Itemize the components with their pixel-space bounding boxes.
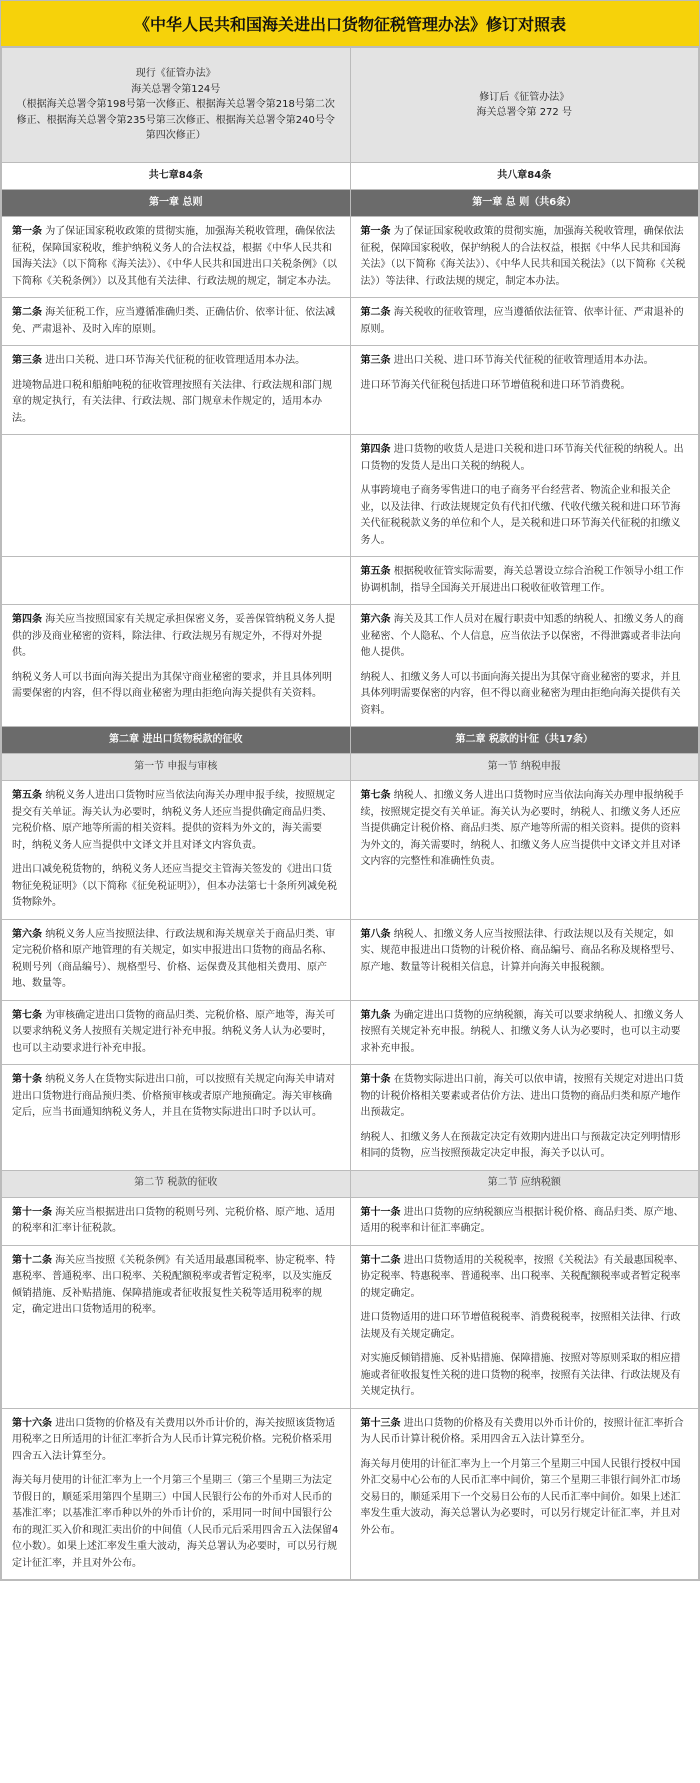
article-paragraph <box>361 483 689 549</box>
article-paragraph <box>12 1072 340 1122</box>
article-number: 第七条 <box>360 790 391 801</box>
article-paragraph <box>361 564 689 597</box>
article-cell-right <box>350 919 699 1000</box>
article-row <box>2 1065 699 1171</box>
article-cell-right <box>350 557 699 605</box>
article-number: 第一条 <box>360 226 391 237</box>
article-text: 为了保证国家税收政策的贯彻实施，加强海关税收管理，确保依法征税，保障国家税收，维护纳税义务人的合法权益，根据《中华人民共和国海关法》（以下简称《海关法》）、《中华人民共和国进出口关税条例》（以下简称《关税条例》）以及其他有关法律、行政法规的规定，制定本办法。 <box>12 226 337 287</box>
article-cell-left <box>2 1408 351 1580</box>
section-heading-right: 第二节 应纳税额 <box>350 1170 699 1197</box>
article-paragraph <box>12 1416 340 1466</box>
article-number: 第十六条 <box>12 1417 52 1429</box>
article-text: 海关税收的征收管理，应当遵循依法征管、依率计征、严肃退补的原则。 <box>360 307 684 335</box>
article-text: 进出口货物适用的关税税率，按照《关税法》有关最惠国税率、协定税率、特惠税率、普通税率、出口税率、关税配额税率或者暂定税率的规定确定。 <box>360 1254 684 1299</box>
article-number: 第二条 <box>360 307 391 318</box>
article-row <box>2 605 699 727</box>
chapter-heading-left: 第二章 进出口货物税款的征收 <box>2 727 351 754</box>
chapter-heading-right: 第一章 总 则（共6条） <box>350 190 699 217</box>
article-paragraph <box>361 1310 689 1343</box>
article-cell-right <box>350 1408 699 1580</box>
article-number: 第十三条 <box>360 1417 401 1429</box>
header-left-line: 现行《征管办法》 <box>135 68 216 80</box>
article-paragraph <box>361 788 689 871</box>
article-row <box>2 1197 699 1245</box>
article-text: 在货物实际进出口前，海关可以依申请，按照有关规定对进出口货物的计税价格相关要素或者估价方法、进出口货物的商品归类和原产地作出预裁定。 <box>360 1074 684 1118</box>
article-number: 第七条 <box>12 1009 42 1021</box>
header-left <box>2 48 351 163</box>
section-heading-left: 第二节 税款的征收 <box>2 1170 351 1197</box>
article-paragraph <box>361 353 689 370</box>
article-cell-left <box>2 1197 351 1245</box>
section-row <box>2 754 699 781</box>
article-paragraph <box>361 442 689 475</box>
article-paragraph <box>12 670 340 703</box>
article-paragraph <box>12 353 340 370</box>
article-paragraph <box>361 927 689 977</box>
article-paragraph <box>361 612 689 662</box>
article-number: 第四条 <box>360 444 391 455</box>
article-cell-left <box>2 346 351 435</box>
article-text: 进出口货物的应纳税额应当根据计税价格、商品归类、原产地、适用的税率和计征汇率确定。 <box>360 1206 684 1234</box>
article-paragraph <box>361 1416 689 1449</box>
article-cell-left <box>2 1000 351 1065</box>
article-number: 第九条 <box>360 1009 391 1021</box>
section-heading-right: 第一节 纳税申报 <box>350 754 699 781</box>
article-paragraph <box>12 305 340 338</box>
header-left-line: （根据海关总署令第198号第一次修正、根据海关总署令第218号第二次修正、根据海关总署令第235号第三次修正、根据海关总署令第240号令第四次修正） <box>16 99 335 142</box>
article-text: 为确定进出口货物的应纳税额，海关可以要求纳税人、扣缴义务人按照有关规定补充申报。纳税人、扣缴义务人认为必要时，也可以主动要求补充申报。 <box>360 1009 684 1054</box>
comparison-table <box>1 47 699 1580</box>
article-cell-left <box>2 1065 351 1171</box>
article-paragraph <box>12 1205 340 1238</box>
article-paragraph <box>361 1072 689 1122</box>
article-number: 第五条 <box>12 790 42 801</box>
document-title: 《中华人民共和国海关进出口货物征税管理办法》修订对照表 <box>1 1 699 47</box>
article-number: 第十二条 <box>12 1254 52 1266</box>
article-paragraph <box>361 1253 689 1303</box>
chapter-row <box>2 190 699 217</box>
article-cell-right <box>350 781 699 920</box>
article-number: 第十二条 <box>360 1254 401 1266</box>
article-cell-right <box>350 605 699 727</box>
article-text: 海关应当按照国家有关规定承担保密义务，妥善保管纳税义务人提供的涉及商业秘密的资料，除法律、行政法规另有规定外，不得对外提供。 <box>12 614 336 658</box>
article-paragraph <box>361 1205 689 1238</box>
article-text: 为了保证国家税收政策的贯彻实施，加强海关税收管理，确保依法征税，保障国家税收，保护纳税人的合法权益，根据《中华人民共和国海关法》（以下简称《海关法》）、《中华人民共和国关税法》（以下简称《关税法》）等法律、行政法规的规定，制定本办法。 <box>360 226 686 287</box>
article-text: 纳税义务人进出口货物时应当依法向海关办理申报手续，按照规定提交有关单证。海关认为必要时，纳税义务人还应当提供确定商品归类、完税价格、原产地等所需的相关资料。提供的资料为外文的，海关需要时，纳税义务人应当提供中文译文并且对译文内容负责。 <box>12 790 336 851</box>
article-text: 纳税人、扣缴义务人可以书面向海关提出为其保守商业秘密的要求，并且具体列明需要保密的内容，但不得以商业秘密为理由拒绝向海关提供有关资料。 <box>360 671 681 716</box>
article-cell-left <box>2 557 351 605</box>
total-left: 共七章84条 <box>2 163 351 190</box>
article-paragraph <box>12 927 340 993</box>
article-text: 进出口关税、进口环节海关代征税的征收管理适用本办法。 <box>393 355 654 366</box>
article-text: 纳税人、扣缴义务人进出口货物时应当依法向海关办理申报纳税手续，按照规定提交有关单证。海关认为必要时，纳税人、扣缴义务人还应当提供确定计税价格、商品归类、原产地等所需的相关资料。提供的资料为外文的，海关需要时，纳税人、扣缴义务人应当提供中文译文并且对译文内容的完整性和准确性负责。 <box>360 790 684 867</box>
article-cell-left <box>2 781 351 920</box>
article-cell-left <box>2 1245 351 1408</box>
article-text: 为审核确定进出口货物的商品归类、完税价格、原产地等，海关可以要求纳税义务人按照有关规定进行补充申报。纳税义务人认为必要时，也可以主动要求进行补充申报。 <box>12 1009 336 1054</box>
article-row <box>2 346 699 435</box>
article-text: 进出口减免税货物的，纳税义务人还应当提交主管海关签发的《进出口货物征免税证明》（以下简称《征免税证明》），但本办法第七十条所列减免税货物除外。 <box>12 864 337 908</box>
article-row <box>2 1245 699 1408</box>
article-text: 从事跨境电子商务零售进口的电子商务平台经营者、物流企业和报关企业，以及法律、行政法规规定负有代扣代缴、代收代缴关税和进口环节海关代征税税款义务的单位和个人，是关税和进口环节海关代征税的扣缴义务人。 <box>360 485 681 546</box>
article-number: 第十条 <box>360 1074 391 1085</box>
article-number: 第三条 <box>12 355 42 366</box>
article-paragraph <box>12 788 340 854</box>
header-right-line: 海关总署令第 272 号 <box>476 107 572 118</box>
article-number: 第八条 <box>360 928 391 940</box>
article-text: 进境物品进口税和船舶吨税的征收管理按照有关法律、行政法规和部门规章的规定执行，有关法律、行政法规、部门规章未作规定的，适用本办法。 <box>12 379 332 424</box>
article-paragraph <box>361 1351 689 1401</box>
chapter-row <box>2 727 699 754</box>
section-row <box>2 1170 699 1197</box>
article-text: 进出口货物的价格及有关费用以外币计价的，海关按照该货物适用税率之日所适用的计征汇率折合为人民币计算完税价格。完税价格采用四舍五入法计算至分。 <box>12 1417 336 1462</box>
header-left-line: 海关总署令第124号 <box>131 83 221 95</box>
article-text: 海关每月使用的计征汇率为上一个月第三个星期三（第三个星期三为法定节假日的，顺延采用第四个星期三）中国人民银行公布的外币对人民币的基准汇率；以基准汇率币种以外的外币计价的，采用同一时间中国银行公布的现汇买入价和现汇卖出价的中间值（人民币元后采用四舍五入法保留4位小数）。如果上述汇率发生重大波动，海关总署认为必要时，可以另行规定计征汇率，并且对外公布。 <box>12 1475 339 1569</box>
section-heading-left: 第一节 申报与审核 <box>2 754 351 781</box>
article-paragraph <box>361 378 689 395</box>
header-right-line: 修订后《征管办法》 <box>479 91 570 103</box>
article-row <box>2 298 699 346</box>
article-row <box>2 1000 699 1065</box>
chapter-heading-right: 第二章 税款的计征（共17条） <box>350 727 699 754</box>
article-text: 进口货物适用的进口环节增值税税率、消费税税率，按照相关法律、行政法规及有关规定确定。 <box>360 1312 681 1340</box>
article-number: 第十一条 <box>12 1206 52 1218</box>
article-cell-right <box>350 1000 699 1065</box>
article-row <box>2 1408 699 1580</box>
article-text: 根据税收征管实际需要，海关总署设立综合治税工作领导小组工作协调机制，指导全国海关开展进出口税收征收管理工作。 <box>360 566 684 594</box>
chapter-heading-left: 第一章 总则 <box>2 190 351 217</box>
article-text: 纳税人、扣缴义务人应当按照法律、行政法规以及有关规定，如实、规范申报进出口货物的计税价格、商品编号、商品名称及规格型号、原产地、数量等计税相关信息，计算并向海关申报税额。 <box>360 928 681 973</box>
article-row <box>2 781 699 920</box>
article-text: 对实施反倾销措施、反补贴措施、保障措施、按照对等原则采取的相应措施或者征收报复性关税的进口货物的税率，按照有关法律、行政法规及有关规定执行。 <box>360 1353 681 1397</box>
article-row <box>2 217 699 298</box>
article-paragraph <box>361 1457 689 1540</box>
article-cell-right <box>350 217 699 298</box>
article-number: 第六条 <box>12 928 42 940</box>
article-number: 第二条 <box>12 307 42 318</box>
article-text: 海关每月使用的计征汇率为上一个月第三个星期三中国人民银行授权中国外汇交易中心公布的人民币汇率中间价，第三个星期三非银行间外汇市场交易日的，顺延采用下一个交易日公布的人民币汇率中间价。如果上述汇率发生重大波动，海关总署认为必要时，可以另行规定计征汇率，并且对外公布。 <box>360 1458 681 1536</box>
article-paragraph <box>12 1008 340 1058</box>
article-cell-right <box>350 435 699 557</box>
article-text: 纳税义务人在货物实际进出口前，可以按照有关规定向海关申请对进出口货物进行商品预归类、价格预审核或者原产地预确定。海关审核确定后，应当书面通知纳税义务人，并且在货物实际进出口时予以认可。 <box>12 1074 336 1118</box>
article-cell-right <box>350 1197 699 1245</box>
article-cell-left <box>2 605 351 727</box>
article-paragraph <box>12 224 340 290</box>
article-text: 进出口货物的价格及有关费用以外币计价的，按照计征汇率折合为人民币计算计税价格。采用四舍五入法计算至分。 <box>360 1417 684 1445</box>
article-cell-right <box>350 1065 699 1171</box>
article-cell-left <box>2 298 351 346</box>
header-right <box>350 48 699 163</box>
article-number: 第四条 <box>12 614 42 625</box>
article-paragraph <box>12 378 340 428</box>
article-paragraph <box>12 1253 340 1319</box>
article-text: 纳税人、扣缴义务人在预裁定决定有效期内进出口与预裁定决定列明情形相同的货物，应当按照预裁定决定申报，海关予以认可。 <box>360 1131 681 1159</box>
article-text: 海关应当根据进出口货物的税则号列、完税价格、原产地、适用的税率和汇率计征税款。 <box>12 1206 336 1234</box>
article-row <box>2 919 699 1000</box>
article-text: 海关征税工作，应当遵循准确归类、正确估价、依率计征、依法减免、严肃退补、及时入库的原则。 <box>12 307 336 335</box>
article-text: 纳税义务人可以书面向海关提出为其保守商业秘密的要求，并且具体列明需要保密的内容，但不得以商业秘密为理由拒绝向海关提供有关资料。 <box>12 671 332 699</box>
article-text: 进口货物的收货人是进口关税和进口环节海关代征税的纳税人。出口货物的发货人是出口关税的纳税人。 <box>360 444 684 472</box>
article-cell-left <box>2 435 351 557</box>
article-cell-right <box>350 298 699 346</box>
article-number: 第五条 <box>360 566 391 577</box>
article-number: 第一条 <box>12 226 42 237</box>
article-paragraph <box>361 1130 689 1163</box>
article-paragraph <box>361 1008 689 1058</box>
article-paragraph <box>12 862 340 912</box>
article-text: 进口环节海关代征税包括进口环节增值税和进口环节消费税。 <box>360 379 631 391</box>
article-cell-left <box>2 217 351 298</box>
article-paragraph <box>12 1473 340 1572</box>
totals-row <box>2 163 699 190</box>
article-cell-left <box>2 919 351 1000</box>
article-row <box>2 435 699 557</box>
article-paragraph <box>361 224 689 290</box>
article-text: 海关应当按照《关税条例》有关适用最惠国税率、协定税率、特惠税率、普通税率、出口税率、关税配额税率或者暂定税率，以及实施反倾销措施、反补贴措施、保障措施或者征收报复性关税等适用税率的规定，确定进出口货物适用的税率。 <box>12 1254 336 1315</box>
article-number: 第十一条 <box>360 1206 401 1218</box>
article-row <box>2 557 699 605</box>
article-paragraph <box>361 670 689 720</box>
article-paragraph <box>12 612 340 662</box>
article-text: 进出口关税、进口环节海关代征税的征收管理适用本办法。 <box>45 355 306 366</box>
article-paragraph <box>361 305 689 338</box>
total-right: 共八章84条 <box>350 163 699 190</box>
article-text: 海关及其工作人员对在履行职责中知悉的纳税人、扣缴义务人的商业秘密、个人隐私、个人信息，应当依法予以保密，不得泄露或者非法向他人提供。 <box>360 614 684 658</box>
article-number: 第十条 <box>12 1074 42 1085</box>
article-cell-right <box>350 346 699 435</box>
header-row <box>2 48 699 163</box>
article-cell-right <box>350 1245 699 1408</box>
article-number: 第六条 <box>360 614 391 625</box>
article-number: 第三条 <box>360 355 391 366</box>
article-text: 纳税义务人应当按照法律、行政法规和海关规章关于商品归类、审定完税价格和原产地管理的有关规定，如实申报进出口货物的商品名称、税则号列（商品编号）、规格型号、价格、运保费及其他相关费用、原产地、数量等。 <box>12 928 336 989</box>
